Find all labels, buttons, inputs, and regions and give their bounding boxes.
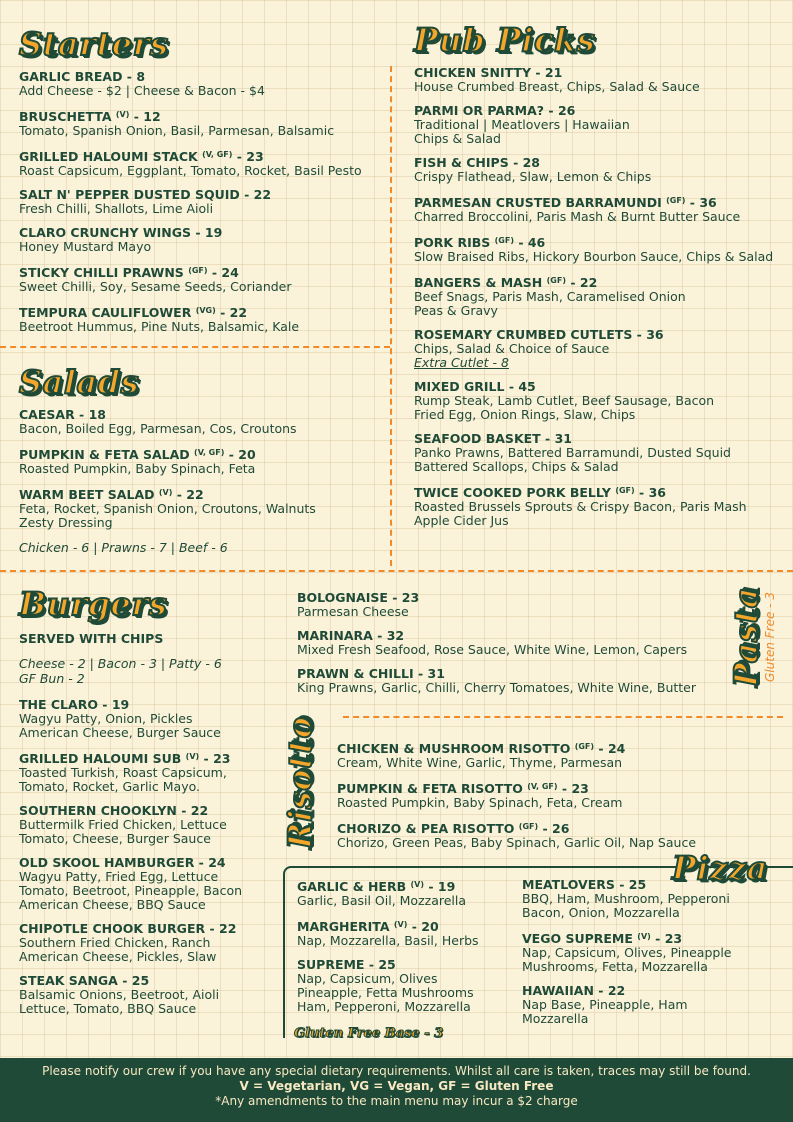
divider-starters-salads — [0, 346, 390, 348]
menu-item-price: - 19 — [191, 225, 223, 240]
menu-item-name: PUMPKIN & FETA RISOTTO — [337, 781, 523, 796]
menu-item-price: - 22 — [215, 305, 248, 320]
menu-item-name: GARLIC & HERB — [297, 879, 407, 894]
menu-item-description: Fried Egg, Onion Rings, Slaw, Chips — [414, 407, 636, 422]
divider-middle — [0, 570, 793, 572]
menu-item-title — [414, 274, 789, 290]
menu-item — [414, 104, 789, 146]
menu-item-description: House Crumbed Breast, Chips, Salad & Sauce — [414, 79, 700, 94]
menu-item-title — [19, 264, 389, 280]
menu-item-name: CHICKEN SNITTY — [414, 65, 532, 80]
menu-item-description: Battered Scallops, Chips & Salad — [414, 459, 619, 474]
menu-item-title — [337, 780, 787, 796]
menu-item-title — [19, 698, 284, 712]
starters-list — [19, 70, 389, 334]
menu-item — [522, 930, 787, 974]
menu-item-description: Tomato, Spanish Onion, Basil, Parmesan, Balsamic — [19, 123, 335, 138]
menu-item-description: Garlic, Basil Oil, Mozzarella — [297, 893, 467, 908]
menu-item-name: STICKY CHILLI PRAWNS — [19, 265, 184, 280]
menu-item-dietary-tag: (GF) — [574, 742, 595, 751]
menu-item-description: Chorizo, Green Peas, Baby Spinach, Garlic Oil, Nap Sauce — [337, 835, 697, 850]
menu-item-name: ROSEMARY CRUMBED CUTLETS — [414, 327, 633, 342]
menu-item-description: Mushrooms, Fetta, Mozzarella — [522, 959, 708, 974]
salads-heading: Salads — [19, 363, 140, 401]
divider-vertical-top — [390, 66, 392, 566]
risotto-heading: Risotto — [281, 716, 319, 849]
menu-item-title — [19, 70, 389, 84]
menu-item-dietary-tag: (V) — [637, 932, 651, 941]
menu-item — [522, 878, 787, 920]
menu-item-price: - 22 — [593, 983, 626, 998]
menu-item-name: CLARO CRUNCHY WINGS — [19, 225, 192, 240]
menu-item-dietary-tag: (V, GF) — [202, 150, 233, 159]
pizza-right-list — [522, 878, 787, 1026]
menu-item-description: Wagyu Patty, Onion, Pickles — [19, 711, 193, 726]
pizza-left-list — [297, 878, 517, 1014]
menu-item-price: - 22 — [205, 921, 237, 936]
menu-item-title — [297, 878, 517, 894]
menu-item-name: VEGO SUPREME — [522, 931, 633, 946]
burgers-extras-line-2: GF Bun - 2 — [19, 671, 85, 686]
menu-item — [19, 408, 389, 436]
starters-heading: Starters — [19, 25, 169, 63]
menu-item-title — [414, 234, 789, 250]
menu-item-name: PARMI OR PARMA? — [414, 103, 545, 118]
menu-item-title — [337, 820, 787, 836]
pizza-gluten-free-base: Gluten Free Base - 3 — [294, 1026, 444, 1041]
menu-item-name: WARM BEET SALAD — [19, 487, 155, 502]
menu-item-description: Toasted Turkish, Roast Capsicum, — [19, 765, 227, 780]
menu-item-description: Parmesan Cheese — [297, 604, 409, 619]
menu-item-name: GRILLED HALOUMI SUB — [19, 751, 182, 766]
menu-item — [297, 591, 717, 619]
menu-item-title — [19, 108, 389, 124]
footer-dietary-notice: Please notify our crew if you have any special dietary requirements. Whilst all care is taken, traces may still be found. — [42, 1064, 751, 1078]
menu-item — [19, 486, 389, 530]
menu-item-description: Beef Snags, Paris Mash, Caramelised Onion — [414, 289, 686, 304]
pasta-section — [297, 591, 717, 705]
menu-item — [297, 918, 517, 948]
menu-item-title — [19, 304, 389, 320]
menu-item-description: American Cheese, Burger Sauce — [19, 725, 221, 740]
menu-item-description: Mozzarella — [522, 1011, 589, 1026]
menu-item-description: Roasted Pumpkin, Baby Spinach, Feta — [19, 461, 256, 476]
menu-item-name: MARINARA — [297, 628, 373, 643]
menu-item-price: - 46 — [513, 235, 546, 250]
menu-item-description: Chips, Salad & Choice of Sauce — [414, 341, 610, 356]
menu-item — [337, 820, 787, 850]
menu-item-description: Peas & Gravy — [414, 303, 498, 318]
menu-item-title — [522, 984, 787, 998]
menu-item-price: - 45 — [504, 379, 536, 394]
menu-item-description: Bacon, Onion, Mozzarella — [522, 905, 680, 920]
menu-item-description: Crispy Flathead, Slaw, Lemon & Chips — [414, 169, 652, 184]
menu-item-price: - 24 — [594, 741, 626, 756]
menu-item-title — [522, 878, 787, 892]
menu-item-price: - 20 — [224, 447, 256, 462]
menu-item-title — [414, 484, 789, 500]
menu-item-description: American Cheese, Pickles, Slaw — [19, 949, 217, 964]
menu-item-title — [19, 486, 389, 502]
menu-item-title — [297, 667, 717, 681]
menu-item-description: Lettuce, Tomato, BBQ Sauce — [19, 1001, 197, 1016]
menu-item-description: Southern Fried Chicken, Ranch — [19, 935, 211, 950]
menu-item-price: - 23 — [199, 751, 231, 766]
pasta-gluten-free-note: Gluten Free - 3 — [763, 592, 777, 682]
menu-item-description: Rump Steak, Lamb Cutlet, Beef Sausage, Bacon — [414, 393, 715, 408]
divider-pasta-risotto — [343, 716, 783, 718]
menu-item-title — [414, 432, 789, 446]
menu-item-name: SALT N' PEPPER DUSTED SQUID — [19, 187, 240, 202]
menu-item-description: Nap, Capsicum, Olives, Pineapple — [522, 945, 732, 960]
pub-picks-list — [414, 66, 789, 528]
menu-item-description: Tomato, Rocket, Garlic Mayo. — [19, 779, 200, 794]
menu-item-title — [414, 66, 789, 80]
menu-item-price: - 8 — [122, 69, 146, 84]
menu-item-description: Traditional | Meatlovers | Hawaiian — [414, 117, 630, 132]
menu-item-description: BBQ, Ham, Mushroom, Pepperoni — [522, 891, 730, 906]
menu-item-price: - 24 — [194, 855, 226, 870]
menu-item-price: - 12 — [129, 109, 161, 124]
menu-item-description: Zesty Dressing — [19, 515, 113, 530]
menu-item-title — [414, 104, 789, 118]
menu-item-title — [414, 194, 789, 210]
menu-item-price: - 23 — [232, 149, 264, 164]
menu-item-title — [19, 922, 284, 936]
footer — [0, 1058, 793, 1122]
pasta-list — [297, 591, 717, 695]
menu-item-description: Roasted Pumpkin, Baby Spinach, Feta, Cream — [337, 795, 623, 810]
menu-item-price: - 19 — [97, 697, 130, 712]
menu-item — [414, 66, 789, 94]
menu-item-description: Feta, Rocket, Spanish Onion, Croutons, Walnuts — [19, 501, 316, 516]
menu-item-dietary-tag: (VG) — [195, 306, 216, 315]
menu-item — [19, 226, 389, 254]
menu-item-description: Apple Cider Jus — [414, 513, 509, 528]
menu-item-description: Buttermilk Fried Chicken, Lettuce — [19, 817, 227, 832]
menu-item — [19, 264, 389, 294]
menu-item-description: American Cheese, BBQ Sauce — [19, 897, 206, 912]
menu-item-price: - 23 — [650, 931, 683, 946]
menu-item-price: - 28 — [508, 155, 541, 170]
menu-item-name: MARGHERITA — [297, 919, 390, 934]
menu-item-name: CHORIZO & PEA RISOTTO — [337, 821, 515, 836]
menu-item-name: CAESAR — [19, 407, 75, 422]
menu-item-price: - 22 — [565, 275, 598, 290]
menu-item-title — [297, 629, 717, 643]
menu-item-description: Slow Braised Ribs, Hickory Bourbon Sauce, Chips & Salad — [414, 249, 774, 264]
menu-item — [297, 878, 517, 908]
menu-item-name: CHIPOTLE CHOOK BURGER — [19, 921, 206, 936]
salads-addons: Chicken - 6 | Prawns - 7 | Beef - 6 — [19, 540, 228, 555]
menu-item-description: Sweet Chilli, Soy, Sesame Seeds, Coriander — [19, 279, 292, 294]
menu-item-price: - 25 — [364, 957, 396, 972]
menu-item-title — [297, 918, 517, 934]
menu-item-description: Ham, Pepperoni, Mozzarella — [297, 999, 471, 1014]
menu-item-dietary-tag: (GF) — [188, 266, 208, 275]
menu-item-price: - 31 — [540, 431, 572, 446]
menu-item-price: - 26 — [538, 821, 570, 836]
menu-item-name: CHICKEN & MUSHROOM RISOTTO — [337, 741, 571, 756]
footer-legend: V = Vegetarian, VG = Vegan, GF = Gluten Free — [239, 1079, 554, 1093]
menu-item-name: THE CLARO — [19, 697, 98, 712]
menu-item-name: PORK RIBS — [414, 235, 491, 250]
menu-item-name: BANGERS & MASH — [414, 275, 543, 290]
menu-item — [19, 922, 284, 964]
menu-item — [19, 974, 284, 1016]
menu-item-title — [414, 156, 789, 170]
menu-item-price: - 36 — [685, 195, 717, 210]
menu-item-dietary-tag: (GF) — [518, 822, 539, 831]
menu-item-description: Chips & Salad — [414, 131, 501, 146]
menu-item-name: BOLOGNAISE — [297, 590, 388, 605]
menu-item-price: - 36 — [634, 485, 666, 500]
menu-item — [414, 380, 789, 422]
menu-item-title — [337, 740, 787, 756]
menu-item-dietary-tag: (GF) — [494, 236, 514, 245]
menu-item — [414, 484, 789, 528]
menu-item-description: Cream, White Wine, Garlic, Thyme, Parmesan — [337, 755, 623, 770]
menu-item-description: King Prawns, Garlic, Chilli, Cherry Tomatoes, White Wine, Butter — [297, 680, 696, 695]
menu-item-description: Roasted Brussels Sprouts & Crispy Bacon, Paris Mash — [414, 499, 747, 514]
menu-item-price: - 18 — [74, 407, 106, 422]
menu-item — [19, 108, 389, 138]
menu-item — [414, 194, 789, 224]
menu-item-description: Fresh Chilli, Shallots, Lime Aioli — [19, 201, 214, 216]
menu-item — [297, 629, 717, 657]
menu-item-description: Mixed Fresh Seafood, Rose Sauce, White Wine, Lemon, Capers — [297, 642, 688, 657]
menu-item — [19, 856, 284, 912]
menu-item-dietary-tag: (GF) — [615, 486, 635, 495]
menu-item — [19, 148, 389, 178]
pasta-heading: Pasta — [727, 587, 765, 687]
menu-item-title — [522, 930, 787, 946]
menu-item-description: Nap, Mozzarella, Basil, Herbs — [297, 933, 479, 948]
pizza-left-column — [297, 878, 517, 1024]
menu-item-price: - 36 — [632, 327, 664, 342]
menu-item-description: Wagyu Patty, Fried Egg, Lettuce — [19, 869, 219, 884]
menu-item-title — [414, 328, 789, 342]
pub-picks-heading: Pub Picks — [414, 21, 596, 59]
menu-item-name: PARMESAN CRUSTED BARRAMUNDI — [414, 195, 662, 210]
menu-item — [19, 446, 389, 476]
menu-item-dietary-tag: (V) — [185, 752, 200, 761]
menu-item-name: PUMPKIN & FETA SALAD — [19, 447, 190, 462]
menu-item-description: Add Cheese - $2 | Cheese & Bacon - $4 — [19, 83, 265, 98]
menu-item — [522, 984, 787, 1026]
menu-item-title — [297, 958, 517, 972]
menu-item-dietary-tag: (V) — [115, 110, 130, 119]
menu-item-dietary-tag: (V) — [158, 488, 173, 497]
menu-item-description: Nap, Capsicum, Olives — [297, 971, 438, 986]
menu-item-price: - 24 — [207, 265, 239, 280]
menu-item-title — [19, 446, 389, 462]
menu-item — [19, 804, 284, 846]
menu-item — [414, 274, 789, 318]
menu-item-description: Charred Broccolini, Paris Mash & Burnt Butter Sauce — [414, 209, 741, 224]
burgers-extras-line-1: Cheese - 2 | Bacon - 3 | Patty - 6 — [19, 656, 222, 671]
burgers-section — [19, 585, 284, 1026]
menu-item-dietary-tag: (V, GF) — [194, 448, 225, 457]
menu-item-price: - 26 — [544, 103, 576, 118]
menu-item-price: - 22 — [176, 803, 209, 818]
menu-item-name: SOUTHERN CHOOKLYN — [19, 803, 177, 818]
risotto-list — [337, 740, 787, 850]
menu-item-name: GARLIC BREAD — [19, 69, 123, 84]
menu-item-dietary-tag: (V) — [410, 880, 424, 889]
starters-section — [19, 25, 389, 344]
menu-item — [19, 698, 284, 740]
menu-item — [414, 156, 789, 184]
menu-item-price: - 20 — [407, 919, 439, 934]
menu-item-name: FISH & CHIPS — [414, 155, 509, 170]
menu-item-price: - 19 — [423, 879, 456, 894]
menu-item-name: SUPREME — [297, 957, 365, 972]
menu-item-title — [19, 856, 284, 870]
menu-item-price: - 25 — [614, 877, 647, 892]
menu-item-name: TWICE COOKED PORK BELLY — [414, 485, 611, 500]
menu-item-description: Roast Capsicum, Eggplant, Tomato, Rocket, Basil Pesto — [19, 163, 362, 178]
menu-item-price: - 22 — [172, 487, 204, 502]
menu-item-description: Honey Mustard Mayo — [19, 239, 152, 254]
menu-item-title — [414, 380, 789, 394]
menu-item-title — [19, 750, 284, 766]
menu-item-description: Panko Prawns, Battered Barramundi, Dusted Squid — [414, 445, 731, 460]
menu-item-dietary-tag: (GF) — [666, 196, 686, 205]
menu-item-title — [19, 408, 389, 422]
menu-item — [19, 304, 389, 334]
menu-item-description: Pineapple, Fetta Mushrooms — [297, 985, 474, 1000]
menu-item-name: PRAWN & CHILLI — [297, 666, 414, 681]
menu-item — [337, 780, 787, 810]
menu-item-price: - 25 — [117, 973, 150, 988]
salads-list — [19, 408, 389, 530]
menu-item-dietary-tag: (GF) — [546, 276, 566, 285]
menu-item-name: STEAK SANGA — [19, 973, 118, 988]
menu-item-description: Bacon, Boiled Egg, Parmesan, Cos, Croutons — [19, 421, 297, 436]
menu-item-name: MIXED GRILL — [414, 379, 505, 394]
menu-item-title — [19, 804, 284, 818]
menu-item-price: - 23 — [387, 590, 420, 605]
menu-item-name: TEMPURA CAULIFLOWER — [19, 305, 192, 320]
risotto-section — [337, 740, 787, 860]
menu-item-title — [19, 188, 389, 202]
menu-item-price: - 22 — [239, 187, 272, 202]
menu-item — [414, 234, 789, 264]
menu-item-price: - 31 — [413, 666, 445, 681]
pub-picks-section — [414, 21, 789, 538]
menu-item-price: - 23 — [557, 781, 589, 796]
menu-item — [414, 328, 789, 370]
menu-item-name: MEATLOVERS — [522, 877, 615, 892]
menu-item — [414, 432, 789, 474]
burgers-heading: Burgers — [19, 585, 168, 623]
menu-item-price: - 32 — [372, 628, 405, 643]
burgers-list — [19, 698, 284, 1016]
menu-item-description: Beetroot Hummus, Pine Nuts, Balsamic, Kale — [19, 319, 300, 334]
menu-item-title — [297, 591, 717, 605]
footer-amendments-note: *Any amendments to the main menu may incur a $2 charge — [215, 1094, 578, 1108]
pizza-right-column — [522, 878, 787, 1036]
menu-item-dietary-tag: (V, GF) — [527, 782, 558, 791]
menu-item — [19, 188, 389, 216]
menu-item-name: GRILLED HALOUMI STACK — [19, 149, 198, 164]
salads-section — [19, 363, 389, 555]
menu-item-price: - 21 — [531, 65, 563, 80]
menu-item-name: HAWAIIAN — [522, 983, 594, 998]
menu-item-extra: Extra Cutlet - 8 — [414, 355, 509, 370]
menu-item — [297, 667, 717, 695]
menu-item-name: BRUSCHETTA — [19, 109, 112, 124]
menu-item-name: OLD SKOOL HAMBURGER — [19, 855, 195, 870]
menu-item-description: Tomato, Cheese, Burger Sauce — [19, 831, 211, 846]
menu-item-name: SEAFOOD BASKET — [414, 431, 541, 446]
menu-item-title — [19, 148, 389, 164]
menu-item-dietary-tag: (V) — [393, 920, 408, 929]
pizza-heading: Pizza — [672, 849, 768, 887]
menu-item — [19, 70, 389, 98]
menu-item — [297, 958, 517, 1014]
menu-item-description: Tomato, Beetroot, Pineapple, Bacon — [19, 883, 243, 898]
menu-item — [337, 740, 787, 770]
burgers-served-with: SERVED WITH CHIPS — [19, 631, 164, 646]
menu-item-description: Balsamic Onions, Beetroot, Aioli — [19, 987, 220, 1002]
menu-item-title — [19, 974, 284, 988]
menu-item — [19, 750, 284, 794]
menu-item-description: Nap Base, Pineapple, Ham — [522, 997, 688, 1012]
menu-item-title — [19, 226, 389, 240]
burgers-extras — [19, 656, 284, 686]
